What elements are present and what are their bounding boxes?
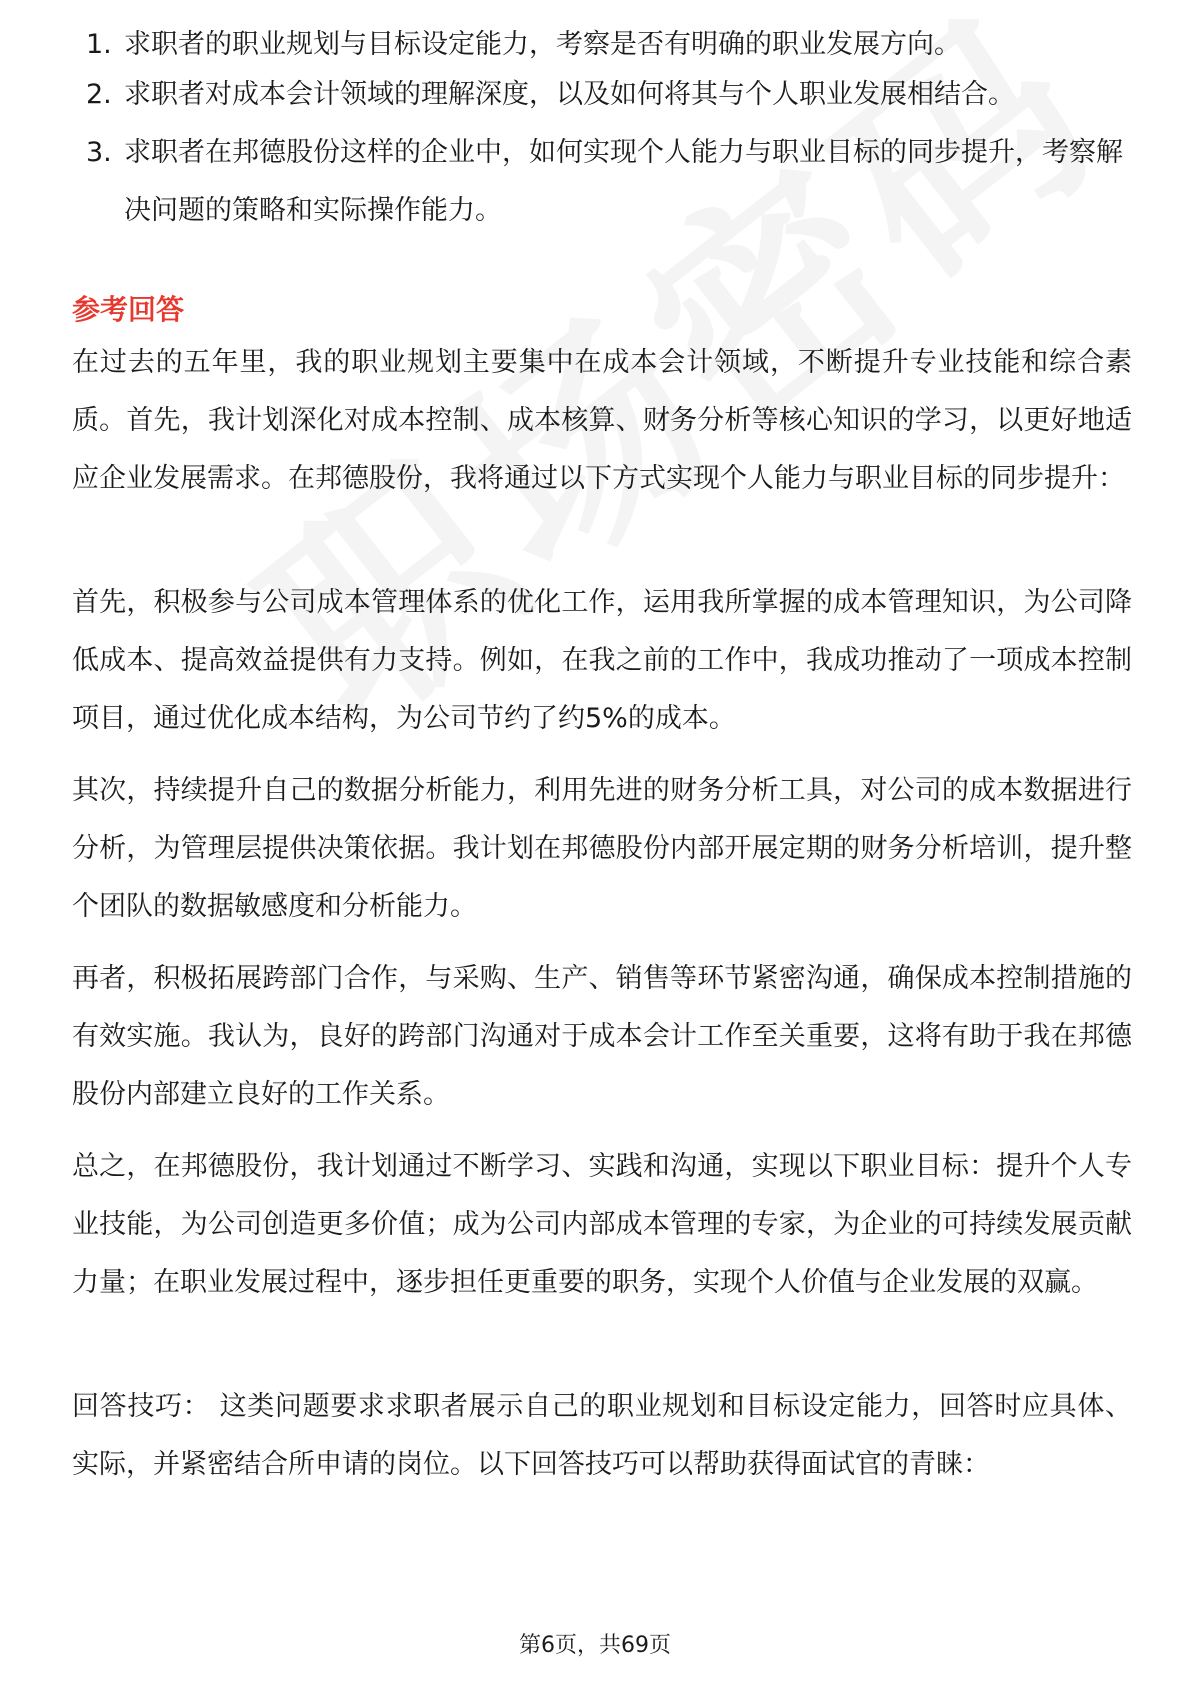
answer-paragraph: 在过去的五年里，我的职业规划主要集中在成本会计领域，不断提升专业技能和综合素质。首先，我计划深化对成本控制、成本核算、财务分析等核心知识的学习，以更好地适应企业发展需求。在邦德股份，我将通过以下方式实现个人能力与职业目标的同步提升：: [72, 347, 1132, 494]
list-text: 求职者的职业规划与目标设定能力，考察是否有明确的职业发展方向。: [124, 29, 961, 60]
list-item: [72, 66, 1132, 124]
section-title: 参考回答: [72, 293, 185, 326]
page-number: 第6页，共69页: [519, 1633, 671, 1658]
list-number: 3.: [86, 137, 112, 168]
list-item: [72, 24, 1132, 66]
answer-paragraph: 首先，积极参与公司成本管理体系的优化工作，运用我所掌握的成本管理知识，为公司降低成本、提高效益提供有力支持。例如，在我之前的工作中，我成功推动了一项成本控制项目，通过优化成本结构，为公司节约了约5%的成本。: [72, 587, 1132, 734]
answer-paragraph: 再者，积极拓展跨部门合作，与采购、生产、销售等环节紧密沟通，确保成本控制措施的有效实施。我认为，良好的跨部门沟通对于成本会计工作至关重要，这将有助于我在邦德股份内部建立良好的工作关系。: [72, 963, 1132, 1110]
answer-paragraph: 其次，持续提升自己的数据分析能力，利用先进的财务分析工具，对公司的成本数据进行分析，为管理层提供决策依据。我计划在邦德股份内部开展定期的财务分析培训，提升整个团队的数据敏感度和分析能力。: [72, 775, 1132, 922]
list-item: [72, 124, 1132, 240]
list-number: 1.: [86, 29, 112, 60]
tips-paragraph: 回答技巧： 这类问题要求求职者展示自己的职业规划和目标设定能力，回答时应具体、实际，并紧密结合所申请的岗位。以下回答技巧可以帮助获得面试官的青睐：: [72, 1391, 1132, 1480]
answer-paragraph: 总之，在邦德股份，我计划通过不断学习、实践和沟通，实现以下职业目标：提升个人专业技能，为公司创造更多价值；成为公司内部成本管理的专家，为企业的可持续发展贡献力量；在职业发展过程中，逐步担任更重要的职务，实现个人价值与企业发展的双赢。: [72, 1151, 1132, 1298]
question-focus-list: [72, 29, 1132, 240]
list-number: 2.: [86, 79, 112, 110]
list-text: 求职者在邦德股份这样的企业中，如何实现个人能力与职业目标的同步提升，考察解决问题的策略和实际操作能力。: [124, 137, 1123, 226]
list-text: 求职者对成本会计领域的理解深度，以及如何将其与个人职业发展相结合。: [124, 79, 1015, 110]
